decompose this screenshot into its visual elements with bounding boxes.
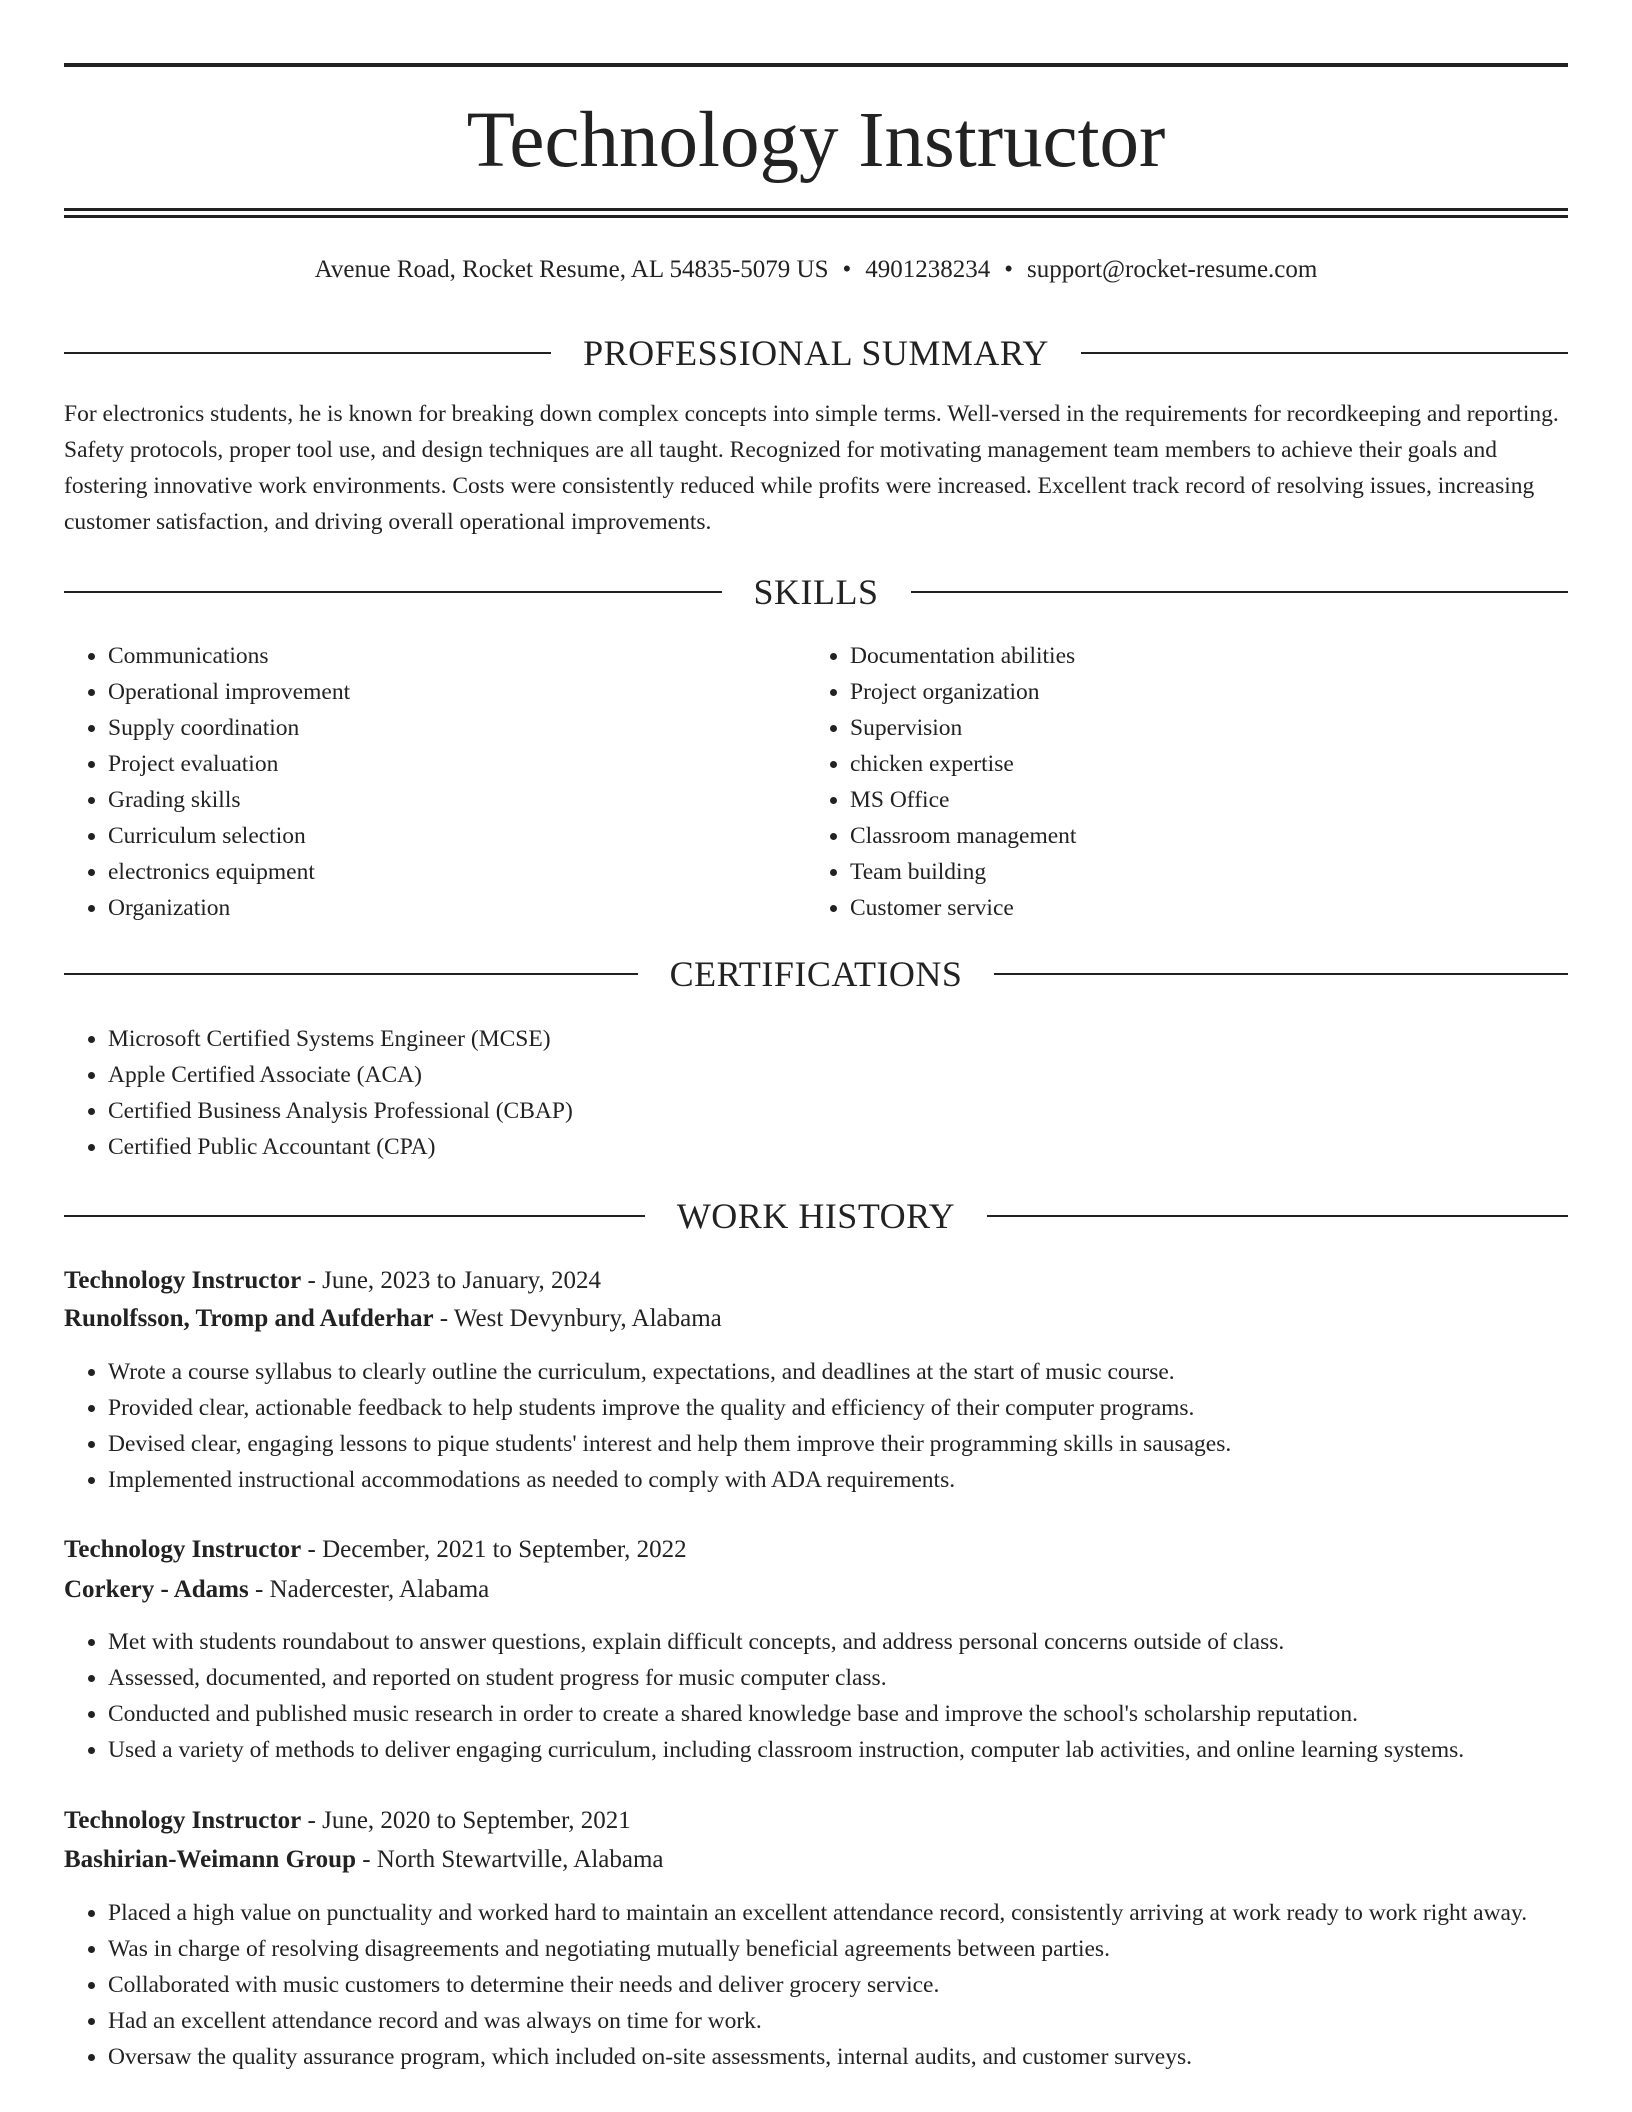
- contact-line: [64, 252, 1568, 288]
- skill-item: • Grading skills: [108, 782, 788, 818]
- skill-item: • Operational improvement: [108, 674, 788, 710]
- heading-rule-left: [64, 973, 638, 975]
- contact-separator: •: [1004, 256, 1014, 283]
- skill-item: • electronics equipment: [108, 854, 788, 890]
- job-title: Technology Instructor: [64, 1536, 302, 1563]
- job-company: Runolfsson, Tromp and Aufderhar: [64, 1305, 434, 1332]
- job-company-line: [64, 1841, 1568, 1879]
- contact-address: Avenue Road, Rocket Resume, AL 54835-5079 US: [314, 256, 829, 283]
- work-history-heading: [64, 1193, 1568, 1239]
- skills-heading: [64, 569, 1568, 615]
- skill-item: • Communications: [108, 638, 788, 674]
- skill-item: • Classroom management: [850, 818, 1550, 854]
- heading-rule-left: [64, 591, 722, 593]
- job-bullets: [64, 1895, 1608, 2075]
- certification-item: • Microsoft Certified Systems Engineer (MCSE): [108, 1021, 1548, 1057]
- skill-item: • Supply coordination: [108, 710, 788, 746]
- job-bullet: • Used a variety of methods to deliver engaging curriculum, including classroom instruction, computer lab activities, and online learning systems.: [108, 1732, 1568, 1768]
- job-company: Bashirian-Weimann Group: [64, 1846, 356, 1873]
- job-location: - North Stewartville, Alabama: [355, 1846, 664, 1873]
- summary-heading-label: PROFESSIONAL SUMMARY: [583, 333, 1049, 373]
- heading-rule-left: [64, 1215, 645, 1217]
- job-bullet: • Assessed, documented, and reported on student progress for music computer class.: [108, 1660, 1568, 1696]
- job-location: - Nadercester, Alabama: [248, 1576, 490, 1603]
- certification-item: • Certified Business Analysis Professional (CBAP): [108, 1093, 1548, 1129]
- skill-item: • Customer service: [850, 890, 1550, 926]
- job-company-line: [64, 1571, 1568, 1609]
- certifications-heading-label: CERTIFICATIONS: [669, 954, 963, 994]
- job-bullet: • Wrote a course syllabus to clearly outline the curriculum, expectations, and deadlines at the start of music course.: [108, 1354, 1568, 1390]
- certification-item: • Apple Certified Associate (ACA): [108, 1057, 1548, 1093]
- skill-item: • chicken expertise: [850, 746, 1550, 782]
- skill-item: • Organization: [108, 890, 788, 926]
- job-bullets: [64, 1624, 1568, 1768]
- contact-separator: •: [842, 256, 852, 283]
- job-bullet: • Oversaw the quality assurance program, which included on-site assessments, internal audits, and customer surveys.: [108, 2039, 1608, 2075]
- heading-rule-right: [1081, 352, 1568, 354]
- skill-item: • Project organization: [850, 674, 1550, 710]
- skill-item: • MS Office: [850, 782, 1550, 818]
- heading-rule-left: [64, 352, 551, 354]
- job-title-line: [64, 1531, 1568, 1569]
- job-location: - West Devynbury, Alabama: [433, 1305, 722, 1332]
- job-company: Corkery - Adams: [64, 1576, 249, 1603]
- certifications-heading: [64, 951, 1568, 997]
- work-history-heading-label: WORK HISTORY: [676, 1196, 956, 1236]
- summary-text: For electronics students, he is known for breaking down complex concepts into simple terms. Well-versed in the requirements for recordkeeping and reporting. Safety protocols, proper tool use, and design techniques are all taught. Recognized for motivating management team members to achieve their goals and fostering innovative work environments. Costs were consistently reduced while profits were increased. Excellent track record of resolving issues, increasing customer satisfaction, and driving overall operational improvements.: [64, 401, 1559, 535]
- contact-email: support@rocket-resume.com: [1027, 256, 1318, 283]
- heading-rule-right: [987, 1215, 1568, 1217]
- job-title: Technology Instructor: [64, 1267, 302, 1294]
- job-bullet: • Placed a high value on punctuality and worked hard to maintain an excellent attendance record, consistently arriving at work ready to work right away.: [108, 1895, 1608, 1931]
- page-title: Technology Instructor: [466, 97, 1166, 184]
- job-bullet: • Met with students roundabout to answer questions, explain difficult concepts, and address personal concerns outside of class.: [108, 1624, 1568, 1660]
- heading-rule-right: [994, 973, 1568, 975]
- job-dates: - December, 2021 to September, 2022: [301, 1536, 687, 1563]
- job-dates: - June, 2020 to September, 2021: [301, 1807, 631, 1834]
- job-dates: - June, 2023 to January, 2024: [301, 1267, 602, 1294]
- skills-heading-label: SKILLS: [753, 572, 879, 612]
- job-bullet: • Conducted and published music research in order to create a shared knowledge base and improve the school's scholarship reputation.: [108, 1696, 1568, 1732]
- title-double-rule: [64, 208, 1568, 218]
- job-bullet: • Was in charge of resolving disagreements and negotiating mutually beneficial agreements between parties.: [108, 1931, 1608, 1967]
- skills-list-right: [806, 638, 1550, 926]
- job-bullet: • Provided clear, actionable feedback to help students improve the quality and efficiency of their computer programs.: [108, 1390, 1568, 1426]
- job-title: Technology Instructor: [64, 1807, 302, 1834]
- job-title-line: [64, 1802, 1568, 1840]
- heading-rule-right: [911, 591, 1569, 593]
- skill-item: • Team building: [850, 854, 1550, 890]
- skills-list-left: [64, 638, 788, 926]
- job-bullet: • Collaborated with music customers to determine their needs and deliver grocery service.: [108, 1967, 1608, 2003]
- skill-item: • Supervision: [850, 710, 1550, 746]
- job-bullet: • Devised clear, engaging lessons to pique students' interest and help them improve their programming skills in sausages.: [108, 1426, 1568, 1462]
- summary-heading: [64, 330, 1568, 376]
- certification-item: • Certified Public Accountant (CPA): [108, 1129, 1548, 1165]
- job-bullet: • Had an excellent attendance record and was always on time for work.: [108, 2003, 1608, 2039]
- job-bullet: • Implemented instructional accommodations as needed to comply with ADA requirements.: [108, 1462, 1568, 1498]
- skill-item: • Project evaluation: [108, 746, 788, 782]
- skill-item: • Curriculum selection: [108, 818, 788, 854]
- job-title-line: [64, 1262, 1568, 1300]
- skill-item: • Documentation abilities: [850, 638, 1550, 674]
- top-rule: [64, 63, 1568, 67]
- job-company-line: [64, 1300, 1568, 1338]
- contact-phone: 4901238234: [865, 256, 991, 283]
- job-bullets: [64, 1354, 1568, 1498]
- certifications-list: [64, 1021, 1548, 1165]
